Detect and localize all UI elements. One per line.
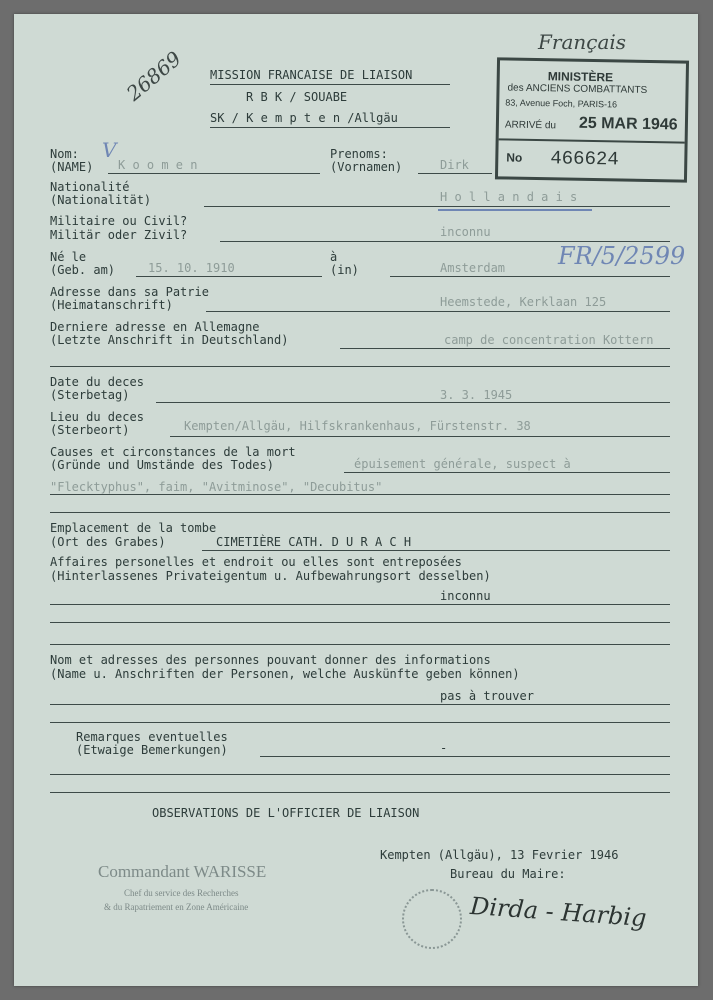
der-line-2 xyxy=(50,366,670,367)
aff-label: Affaires personelles et endroit ou elles sont entreposées xyxy=(50,555,462,569)
nat-blue-underline xyxy=(438,209,592,211)
corner-note: 26869 xyxy=(121,46,186,106)
tombe-value: CIMETIÈRE CATH. D U R A C H xyxy=(216,535,412,549)
nom-label: Nom: xyxy=(50,147,79,161)
stamp-divider xyxy=(499,138,685,143)
nomadr-line xyxy=(50,704,670,705)
prenoms-label-de: (Vornamen) xyxy=(330,160,403,174)
aff-line-3 xyxy=(50,644,670,645)
nomadr-label-de: (Name u. Anschriften der Personen, welche Auskünfte geben können) xyxy=(50,667,520,681)
tombe-label: Emplacement de la tombe xyxy=(50,521,217,535)
nat-line xyxy=(204,206,670,207)
aff-value: inconnu xyxy=(440,589,491,603)
date-line xyxy=(156,402,670,403)
stamp-line2: des ANCIENS COMBATTANTS xyxy=(507,82,648,96)
a-label-de: (in) xyxy=(330,263,359,277)
header-region: R B K / SOUABE xyxy=(246,90,348,104)
nat-label-de: (Nationalität) xyxy=(50,193,152,207)
causes-label-de: (Gründe und Umstände des Todes) xyxy=(50,458,274,472)
bureau-label: Bureau du Maire: xyxy=(450,867,566,881)
causes-line-2 xyxy=(50,494,670,495)
a-label: à xyxy=(330,250,338,264)
commandant-title-2: & du Rapatriement en Zone Américaine xyxy=(104,902,249,912)
der-label-de: (Letzte Anschrift in Deutschland) xyxy=(50,333,289,347)
nom-line xyxy=(108,173,320,174)
rem-line-3 xyxy=(50,792,670,793)
a-value: Amsterdam xyxy=(440,261,506,275)
lieu-label: Lieu du deces xyxy=(50,410,144,424)
aff-line xyxy=(50,604,670,605)
causes-line xyxy=(344,472,670,473)
der-label: Derniere adresse en Allemagne xyxy=(50,320,260,334)
header-title: MISSION FRANCAISE DE LIAISON xyxy=(210,68,413,82)
lieu-value: Kempten/Allgäu, Hilfskrankenhaus, Fürstenstr. 38 xyxy=(184,419,531,433)
commandant-name: Commandant WARISSE xyxy=(98,862,267,881)
rem-value: - xyxy=(440,741,448,755)
mil-value: inconnu xyxy=(440,225,491,239)
adr-label-de: (Heimatanschrift) xyxy=(50,298,173,312)
nat-value: H o l l a n d a i s xyxy=(440,190,578,204)
ne-line xyxy=(136,276,322,277)
adr-value: Heemstede, Kerklaan 125 xyxy=(440,295,607,309)
mil-label: Militaire ou Civil? xyxy=(50,214,188,228)
mil-label-de: Militär oder Zivil? xyxy=(50,228,188,242)
nomadr-label: Nom et adresses des personnes pouvant donner des informations xyxy=(50,653,491,667)
der-value: camp de concentration Kottern xyxy=(444,333,654,347)
der-line xyxy=(340,348,670,349)
lieu-label-de: (Sterbeort) xyxy=(50,423,130,437)
aff-label-de: (Hinterlassenes Privateigentum u. Aufbewahrungsort desselben) xyxy=(50,569,491,583)
place-date: Kempten (Allgäu), 13 Fevrier 1946 xyxy=(380,848,619,862)
ne-label-de: (Geb. am) xyxy=(50,263,116,277)
adr-label: Adresse dans sa Patrie xyxy=(50,285,209,299)
rem-label: Remarques eventuelles xyxy=(76,730,228,744)
nat-label: Nationalité xyxy=(50,180,130,194)
date-value: 3. 3. 1945 xyxy=(440,388,513,402)
date-label: Date du deces xyxy=(50,375,144,389)
rem-label-de: (Etwaige Bemerkungen) xyxy=(76,743,228,757)
prenoms-label: Prenoms: xyxy=(330,147,388,161)
stamp-no-label: No xyxy=(506,150,523,165)
causes-value-1: épuisement générale, suspect à xyxy=(354,457,571,471)
ne-label: Né le xyxy=(50,250,87,264)
commandant-title-1: Chef du service des Recherches xyxy=(124,888,239,898)
causes-line-3 xyxy=(50,512,670,513)
nom-value: K o o m e n xyxy=(118,158,198,172)
prenoms-line xyxy=(418,173,492,174)
header-underline xyxy=(210,84,450,85)
tombe-label-de: (Ort des Grabes) xyxy=(50,535,166,549)
a-line xyxy=(390,276,670,277)
nomadr-line-2 xyxy=(50,722,670,723)
date-label-de: (Sterbetag) xyxy=(50,388,130,402)
lieu-line xyxy=(170,436,670,437)
check-mark: V xyxy=(102,138,117,162)
rem-line-2 xyxy=(50,774,670,775)
stamp-line3: 83, Avenue Foch, PARIS-16 xyxy=(505,97,618,110)
header-underline-2 xyxy=(210,127,450,128)
rem-line xyxy=(260,756,670,757)
causes-label: Causes et circonstances de la mort xyxy=(50,445,296,459)
tombe-line xyxy=(202,550,670,551)
adr-line xyxy=(206,311,670,312)
prenoms-value: Dirk xyxy=(440,158,469,172)
stamp-arrive-date: 25 MAR 1946 xyxy=(578,114,678,134)
header-sk: SK / K e m p t e n /Allgäu xyxy=(210,111,398,125)
ref-handwritten: FR/5/2599 xyxy=(558,242,686,270)
round-stamp xyxy=(402,889,462,949)
stamp-no-value: 466624 xyxy=(550,147,619,171)
stamp-line1: MINISTÈRE xyxy=(547,69,614,85)
nomadr-value: pas à trouver xyxy=(440,689,534,703)
document-sheet xyxy=(14,14,698,986)
stamp-arrive-label: ARRIVÉ du xyxy=(504,119,557,132)
observations-heading: OBSERVATIONS DE L'OFFICIER DE LIAISON xyxy=(152,806,420,820)
ministry-stamp xyxy=(495,57,689,182)
nom-label-de: (NAME) xyxy=(50,160,94,174)
causes-value-2: "Flecktyphus", faim, "Avitminose", "Decubitus" xyxy=(50,480,383,494)
signature: Dirda - Harbig xyxy=(469,891,648,933)
ne-value: 15. 10. 1910 xyxy=(148,261,235,275)
top-right-handwriting: Français xyxy=(538,30,627,54)
aff-line-2 xyxy=(50,622,670,623)
